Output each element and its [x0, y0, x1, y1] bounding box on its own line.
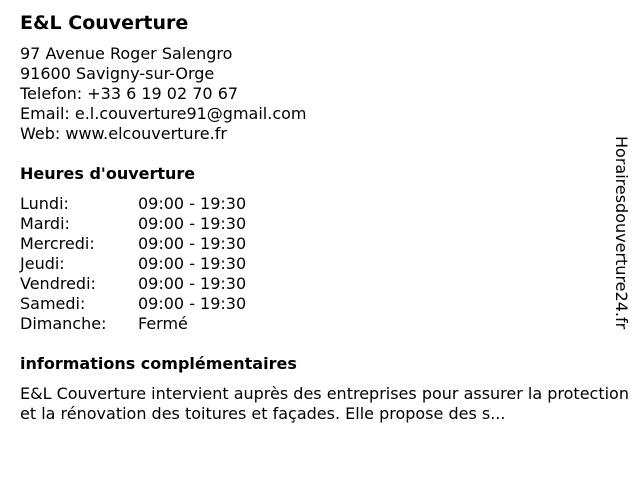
hours-day: Mardi: — [20, 214, 70, 233]
hours-time: 09:00 - 19:30 — [138, 274, 247, 293]
address-city: 91600 Savigny-sur-Orge — [20, 64, 215, 83]
business-description: E&L Couverture intervient auprès des entreprises pour assurer la protection et la rénovation des toitures et façades. Elle propose des s... — [20, 384, 629, 423]
email-label: Email: — [20, 104, 70, 123]
contact-block — [20, 44, 307, 144]
hours-row — [20, 254, 246, 274]
hours-time: 09:00 - 19:30 — [138, 234, 247, 253]
phone-line — [20, 84, 307, 104]
hours-time: 09:00 - 19:30 — [138, 254, 247, 273]
hours-day: Lundi: — [20, 194, 69, 213]
hours-row — [20, 294, 246, 314]
hours-day: Mercredi: — [20, 234, 95, 253]
hours-day: Vendredi: — [20, 274, 96, 293]
hours-row — [20, 314, 246, 334]
email-address: e.l.couverture91@gmail.com — [74, 104, 307, 123]
hours-row — [20, 214, 246, 234]
hours-row — [20, 234, 246, 254]
hours-time: 09:00 - 19:30 — [138, 294, 247, 313]
web-label: Web: — [20, 124, 61, 143]
web-address: www.elcouverture.fr — [65, 124, 227, 143]
address-street: 97 Avenue Roger Salengro — [20, 44, 233, 63]
opening-hours-heading: Heures d'ouverture — [20, 164, 196, 183]
phone-label: Telefon: — [20, 84, 83, 103]
hours-row — [20, 194, 246, 214]
hours-day: Dimanche: — [20, 314, 107, 333]
opening-hours-table — [20, 194, 246, 334]
hours-time: 09:00 - 19:30 — [138, 194, 247, 213]
hours-day: Samedi: — [20, 294, 86, 313]
web-line — [20, 124, 307, 144]
hours-day: Jeudi: — [20, 254, 65, 273]
hours-row — [20, 274, 246, 294]
hours-time: 09:00 - 19:30 — [138, 214, 247, 233]
email-line — [20, 104, 307, 124]
additional-info-heading: informations complémentaires — [20, 354, 297, 373]
hours-time: Fermé — [138, 314, 188, 333]
site-watermark: Horairesdouverture24.fr — [612, 136, 631, 330]
page-title: E&L Couverture — [20, 12, 189, 34]
phone-number: +33 6 19 02 70 67 — [87, 84, 239, 103]
